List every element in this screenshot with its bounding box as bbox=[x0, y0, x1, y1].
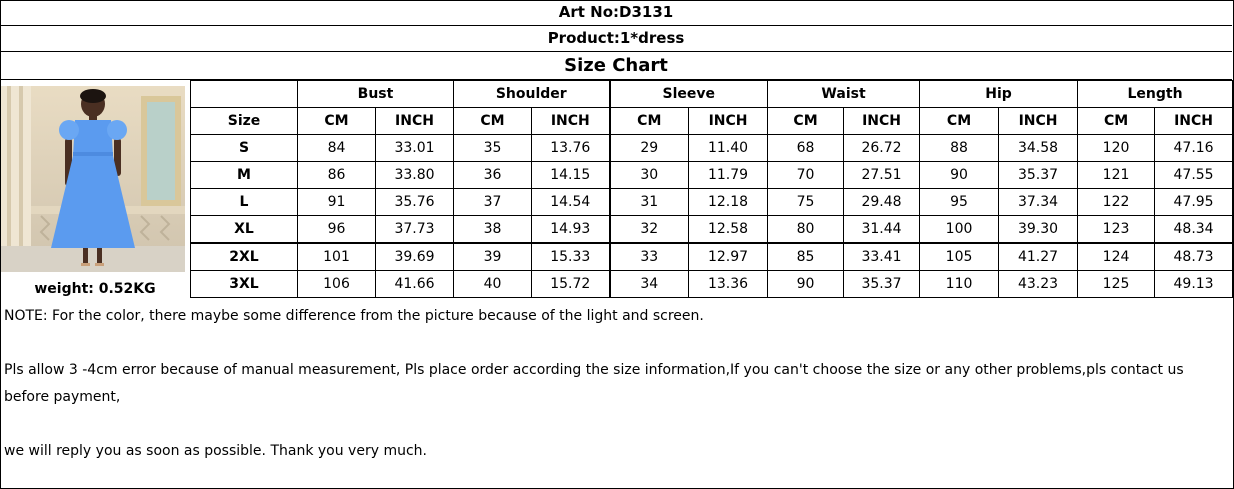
group-header-bust: Bust bbox=[298, 81, 454, 108]
size-cell: M bbox=[191, 162, 298, 189]
measurement-cell: 35.76 bbox=[376, 189, 454, 216]
measurement-cell: 106 bbox=[298, 271, 376, 298]
measurement-cell: 14.15 bbox=[532, 162, 610, 189]
size-cell: XL bbox=[191, 216, 298, 244]
unit-header-cm: CM bbox=[1078, 108, 1155, 135]
measurement-cell: 29 bbox=[610, 135, 689, 162]
measurement-cell: 29.48 bbox=[844, 189, 920, 216]
measurement-cell: 34 bbox=[610, 271, 689, 298]
measurement-cell: 12.18 bbox=[689, 189, 768, 216]
table-row bbox=[191, 216, 1233, 244]
product-photo bbox=[1, 86, 185, 272]
unit-header-row bbox=[191, 108, 1233, 135]
measurement-cell: 26.72 bbox=[844, 135, 920, 162]
size-table bbox=[190, 80, 1233, 298]
table-row bbox=[191, 189, 1233, 216]
measurement-cell: 15.33 bbox=[532, 243, 610, 271]
group-header-length: Length bbox=[1078, 81, 1233, 108]
measurement-cell: 110 bbox=[920, 271, 999, 298]
art-number: Art No:D3131 bbox=[0, 0, 1232, 26]
group-header-hip: Hip bbox=[920, 81, 1078, 108]
group-header-shoulder: Shoulder bbox=[454, 81, 610, 108]
unit-header-cm: CM bbox=[920, 108, 999, 135]
size-cell: S bbox=[191, 135, 298, 162]
size-cell: 3XL bbox=[191, 271, 298, 298]
measurement-cell: 122 bbox=[1078, 189, 1155, 216]
group-header-waist: Waist bbox=[768, 81, 920, 108]
measurement-cell: 11.40 bbox=[689, 135, 768, 162]
measurement-cell: 41.27 bbox=[999, 243, 1078, 271]
measurement-cell: 101 bbox=[298, 243, 376, 271]
unit-header-cm: CM bbox=[768, 108, 844, 135]
measurement-cell: 41.66 bbox=[376, 271, 454, 298]
table-row bbox=[191, 243, 1233, 271]
measurement-cell: 33 bbox=[610, 243, 689, 271]
measurement-cell: 36 bbox=[454, 162, 532, 189]
measurement-cell: 11.79 bbox=[689, 162, 768, 189]
notes-section bbox=[4, 303, 1224, 465]
unit-header-cm: CM bbox=[454, 108, 532, 135]
note-color: NOTE: For the color, there maybe some difference from the picture because of the light and screen. bbox=[4, 308, 704, 324]
measurement-cell: 80 bbox=[768, 216, 844, 244]
measurement-cell: 125 bbox=[1078, 271, 1155, 298]
measurement-cell: 31.44 bbox=[844, 216, 920, 244]
measurement-cell: 121 bbox=[1078, 162, 1155, 189]
measurement-cell: 47.16 bbox=[1155, 135, 1233, 162]
measurement-cell: 14.93 bbox=[532, 216, 610, 244]
measurement-cell: 68 bbox=[768, 135, 844, 162]
measurement-cell: 39.69 bbox=[376, 243, 454, 271]
unit-header-inch: INCH bbox=[532, 108, 610, 135]
blank-header-cell bbox=[191, 81, 298, 108]
measurement-cell: 33.41 bbox=[844, 243, 920, 271]
measurement-cell: 35.37 bbox=[844, 271, 920, 298]
table-row bbox=[191, 135, 1233, 162]
size-cell: L bbox=[191, 189, 298, 216]
unit-header-inch: INCH bbox=[999, 108, 1078, 135]
measurement-cell: 33.01 bbox=[376, 135, 454, 162]
measurement-cell: 123 bbox=[1078, 216, 1155, 244]
measurement-group-row bbox=[191, 81, 1233, 108]
measurement-cell: 15.72 bbox=[532, 271, 610, 298]
measurement-cell: 14.54 bbox=[532, 189, 610, 216]
measurement-cell: 90 bbox=[768, 271, 844, 298]
measurement-cell: 96 bbox=[298, 216, 376, 244]
measurement-cell: 37.34 bbox=[999, 189, 1078, 216]
measurement-cell: 43.23 bbox=[999, 271, 1078, 298]
unit-header-inch: INCH bbox=[689, 108, 768, 135]
table-row bbox=[191, 162, 1233, 189]
measurement-cell: 91 bbox=[298, 189, 376, 216]
measurement-cell: 13.36 bbox=[689, 271, 768, 298]
unit-header-inch: INCH bbox=[1155, 108, 1233, 135]
unit-header-cm: CM bbox=[298, 108, 376, 135]
measurement-cell: 100 bbox=[920, 216, 999, 244]
weight-label: weight: 0.52KG bbox=[34, 281, 156, 297]
measurement-cell: 48.73 bbox=[1155, 243, 1233, 271]
measurement-cell: 124 bbox=[1078, 243, 1155, 271]
unit-header-cm: CM bbox=[610, 108, 689, 135]
note-measurement: Pls allow 3 -4cm error because of manual measurement, Pls place order according the size information,If you can't choose the size or any other problems,pls contact us before payment, bbox=[4, 362, 1184, 405]
measurement-cell: 95 bbox=[920, 189, 999, 216]
measurement-cell: 48.34 bbox=[1155, 216, 1233, 244]
measurement-cell: 85 bbox=[768, 243, 844, 271]
measurement-cell: 35.37 bbox=[999, 162, 1078, 189]
measurement-cell: 38 bbox=[454, 216, 532, 244]
model-in-blue-dress-image bbox=[1, 86, 185, 272]
measurement-cell: 37 bbox=[454, 189, 532, 216]
unit-header-inch: INCH bbox=[844, 108, 920, 135]
measurement-cell: 105 bbox=[920, 243, 999, 271]
measurement-cell: 30 bbox=[610, 162, 689, 189]
measurement-cell: 84 bbox=[298, 135, 376, 162]
table-row bbox=[191, 271, 1233, 298]
measurement-cell: 27.51 bbox=[844, 162, 920, 189]
measurement-cell: 120 bbox=[1078, 135, 1155, 162]
measurement-cell: 40 bbox=[454, 271, 532, 298]
measurement-cell: 49.13 bbox=[1155, 271, 1233, 298]
measurement-cell: 33.80 bbox=[376, 162, 454, 189]
size-column-header: Size bbox=[191, 108, 298, 135]
group-header-sleeve: Sleeve bbox=[610, 81, 768, 108]
measurement-cell: 12.58 bbox=[689, 216, 768, 244]
measurement-cell: 39 bbox=[454, 243, 532, 271]
product-label: Product:1*dress bbox=[0, 26, 1232, 52]
measurement-cell: 90 bbox=[920, 162, 999, 189]
measurement-cell: 70 bbox=[768, 162, 844, 189]
measurement-cell: 47.55 bbox=[1155, 162, 1233, 189]
measurement-cell: 37.73 bbox=[376, 216, 454, 244]
measurement-cell: 35 bbox=[454, 135, 532, 162]
measurement-cell: 12.97 bbox=[689, 243, 768, 271]
size-chart-title: Size Chart bbox=[0, 52, 1232, 80]
note-reply: we will reply you as soon as possible. Thank you very much. bbox=[4, 443, 427, 459]
measurement-cell: 88 bbox=[920, 135, 999, 162]
unit-header-inch: INCH bbox=[376, 108, 454, 135]
measurement-cell: 39.30 bbox=[999, 216, 1078, 244]
measurement-cell: 34.58 bbox=[999, 135, 1078, 162]
measurement-cell: 31 bbox=[610, 189, 689, 216]
measurement-cell: 32 bbox=[610, 216, 689, 244]
measurement-cell: 13.76 bbox=[532, 135, 610, 162]
measurement-cell: 47.95 bbox=[1155, 189, 1233, 216]
measurement-cell: 75 bbox=[768, 189, 844, 216]
measurement-cell: 86 bbox=[298, 162, 376, 189]
size-cell: 2XL bbox=[191, 243, 298, 271]
